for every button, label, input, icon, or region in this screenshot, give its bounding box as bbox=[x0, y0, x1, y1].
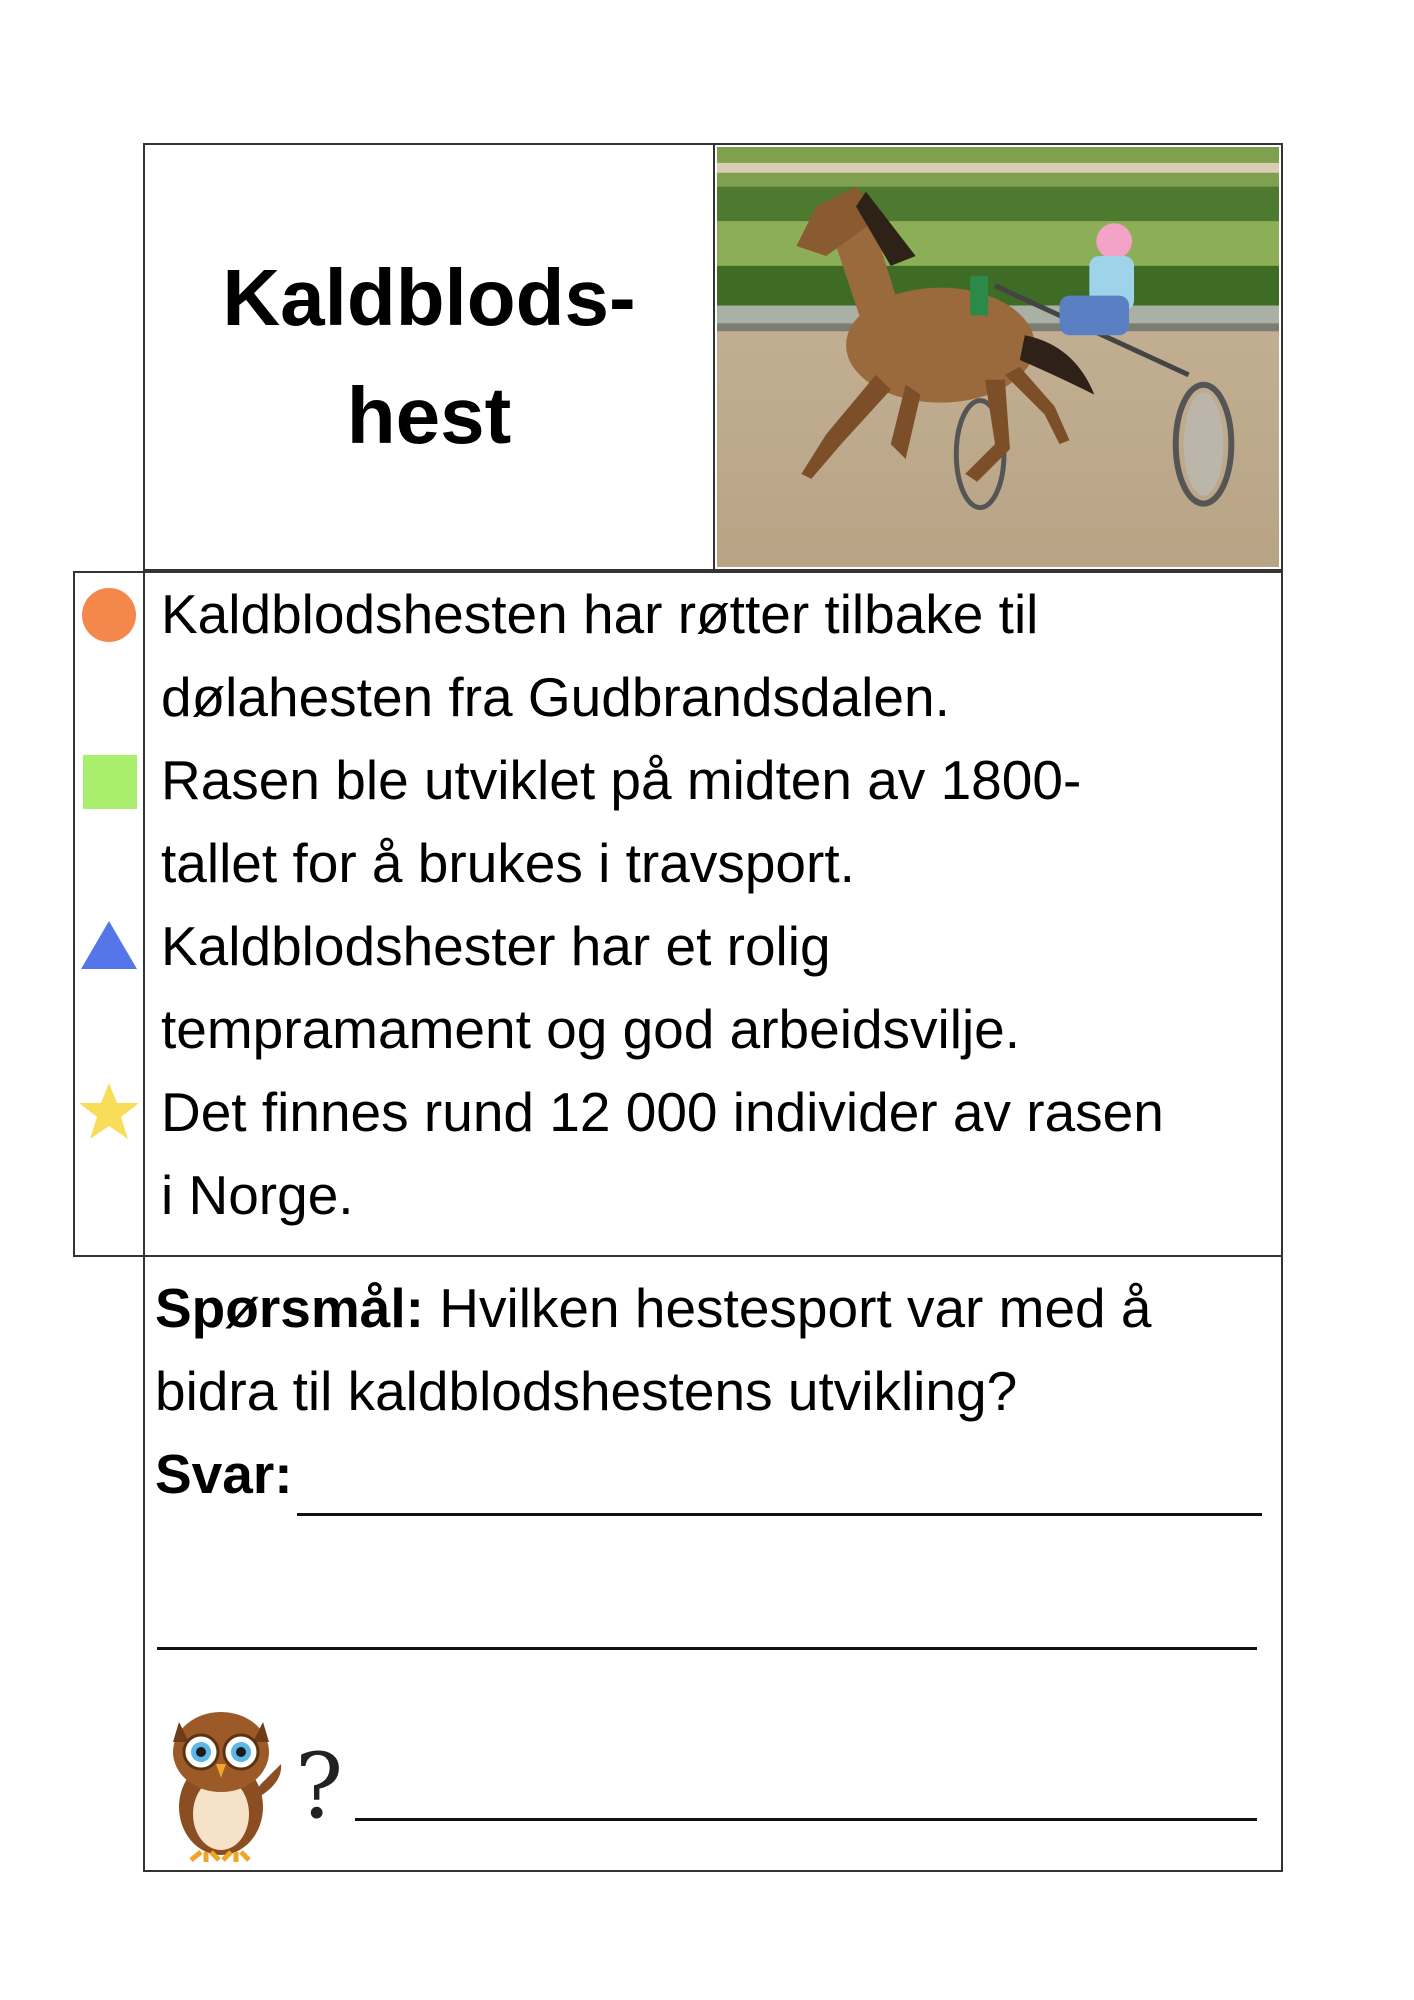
answer-row bbox=[155, 1433, 1262, 1516]
owl-question-line-input[interactable] bbox=[355, 1818, 1257, 1821]
title-cell bbox=[143, 143, 715, 571]
yellow-star-icon bbox=[77, 1079, 141, 1143]
owl-icon bbox=[161, 1702, 291, 1862]
question-label: Spørsmål: bbox=[155, 1277, 424, 1339]
fact-4-line-2: i Norge. bbox=[161, 1164, 354, 1226]
fact-1 bbox=[161, 573, 1271, 739]
fact-1-line-2: dølahesten fra Gudbrandsdalen. bbox=[161, 666, 950, 728]
blue-triangle-icon bbox=[79, 919, 139, 971]
facts-cell bbox=[143, 571, 1283, 1257]
title-line-2: hest bbox=[346, 371, 512, 460]
harness-racing-photo bbox=[717, 147, 1279, 567]
green-square-icon bbox=[83, 755, 137, 809]
fact-3 bbox=[161, 905, 1271, 1071]
question-body: Hvilken hestesport var med å bidra til kaldblodshestens utvikling? bbox=[155, 1277, 1152, 1422]
horse-photo bbox=[713, 143, 1283, 571]
title-line-1: Kaldblods- bbox=[222, 253, 636, 342]
answer-label: Svar: bbox=[155, 1443, 293, 1505]
fact-1-line-1: Kaldblodshesten har røtter tilbake til bbox=[161, 583, 1039, 645]
orange-circle-icon bbox=[79, 585, 139, 645]
owl-question-mark: ? bbox=[295, 1734, 344, 1839]
fact-2 bbox=[161, 739, 1271, 905]
question-cell bbox=[143, 1255, 1283, 1872]
answer-line-input[interactable] bbox=[297, 1443, 1262, 1516]
fact-2-line-1: Rasen ble utviklet på midten av 1800- bbox=[161, 749, 1082, 811]
fact-4 bbox=[161, 1071, 1271, 1237]
fact-3-line-1: Kaldblodshester har et rolig bbox=[161, 915, 831, 977]
fact-3-line-2: tempramament og god arbeidsvilje. bbox=[161, 998, 1021, 1060]
page-title bbox=[222, 239, 635, 475]
fact-4-line-1: Det finnes rund 12 000 individer av rasen bbox=[161, 1081, 1164, 1143]
question-text bbox=[155, 1267, 1265, 1433]
answer-line-2-input[interactable] bbox=[157, 1647, 1257, 1650]
fact-2-line-2: tallet for å brukes i travsport. bbox=[161, 832, 855, 894]
icon-column bbox=[73, 571, 145, 1257]
